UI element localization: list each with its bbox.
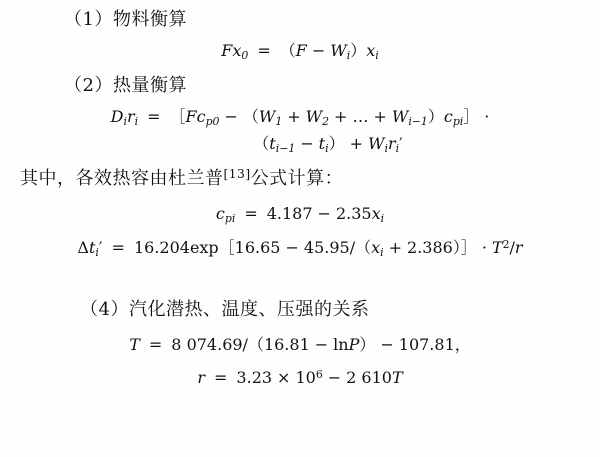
- section-heading-duhring-note: [20, 165, 590, 193]
- duhring-note-text: 其中，各效热容由杜兰普: [20, 168, 224, 190]
- formula-row: $D_ir_i$ = $[Fc_{p0} - (W_1 + W_2$ + … + $W_{i-1})c_{pi}]$ ·: [110, 107, 490, 129]
- formula-row: $Fx_0 = (F - W_i)x_i$: [221, 40, 379, 62]
- section-heading-material-balance: （1）物料衡算: [64, 9, 187, 30]
- formula-material-balance: [10, 38, 590, 64]
- section-heading-heat-balance: （2）热量衡算: [64, 75, 187, 97]
- duhring-note-text-end: 公式计算：: [250, 168, 344, 190]
- spacer: [10, 227, 590, 235]
- formula-delta-t: [10, 235, 590, 261]
- formula-temperature: [10, 332, 590, 358]
- section-heading-latent-heat: （4）汽化潜热、温度、压强的关系: [80, 298, 370, 320]
- formula-heat-balance-line2: [10, 131, 590, 157]
- formula-row: T = 8 074.69/（16.81 − lnP） − 107.81，: [129, 334, 471, 354]
- spacer: [10, 157, 590, 165]
- spacer: [10, 262, 590, 296]
- spacer: [10, 64, 590, 72]
- formula-heat-balance-line1: [10, 104, 590, 130]
- formula-latent-heat: [10, 365, 590, 391]
- formula-row: $c_{pi} = 4.187 - 2.35x_i$: [215, 203, 385, 225]
- reference-marker: [13]: [223, 167, 251, 182]
- formula-row: $(t_{i-1} - t_i) + W_ir_i'$: [253, 133, 403, 155]
- formula-row: $r = 3.23 \times 10^6 - 2$ 610T: [197, 368, 403, 388]
- spacer: [10, 193, 590, 201]
- formula-cpi: [10, 201, 590, 227]
- spacer: [10, 324, 590, 332]
- formula-row: $\Delta t_i'$ = 16.204exp［16.65 − $45.95/(x_i$ + 2.386）］ · $T^2/r$: [77, 238, 523, 260]
- spacer: [10, 357, 590, 365]
